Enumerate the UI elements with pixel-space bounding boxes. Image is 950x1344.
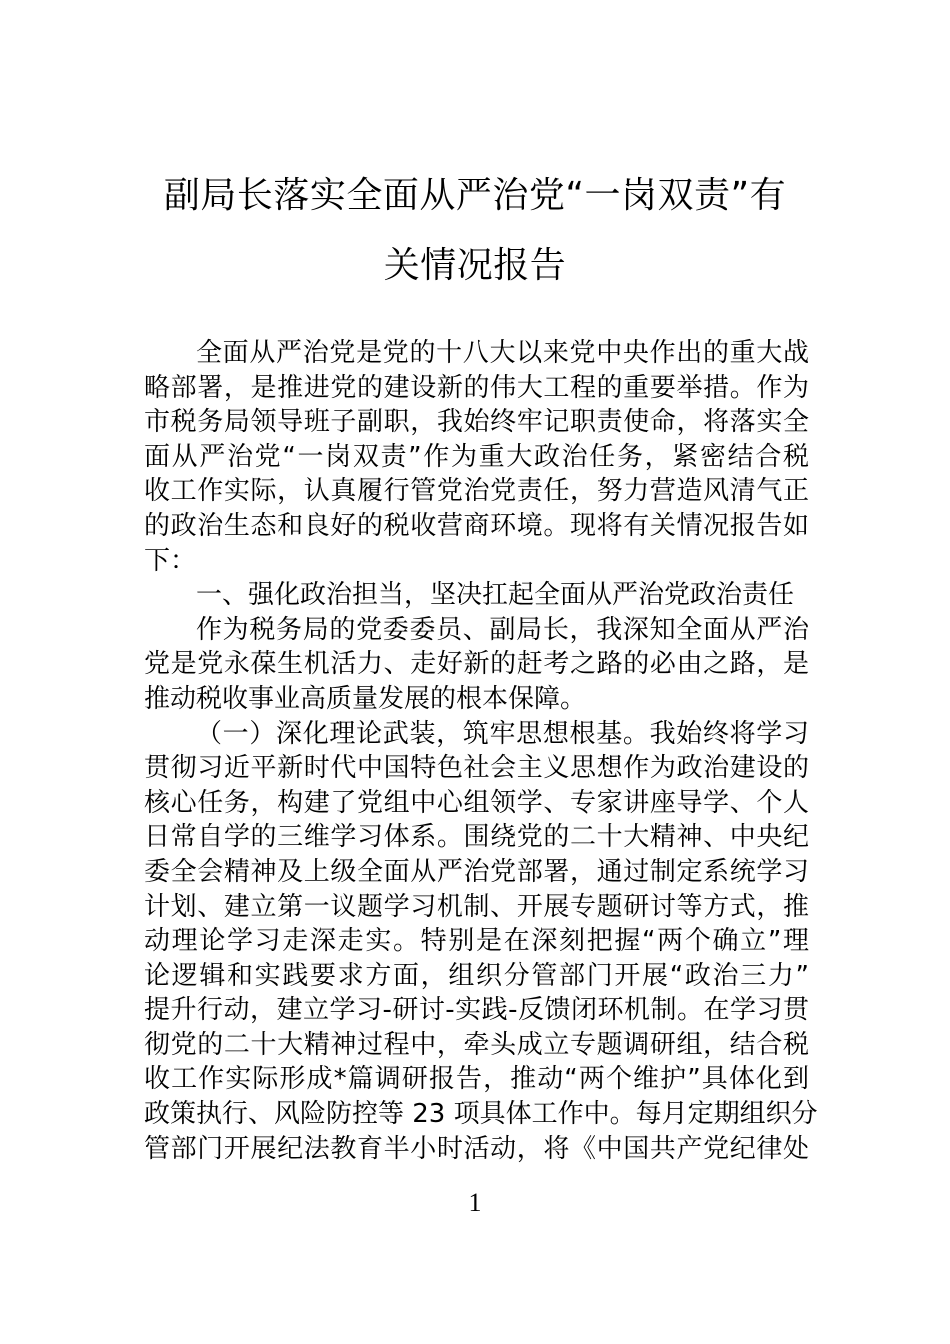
- body-line: 党是党永葆生机活力、走好新的赶考之路的必由之路，是: [144, 649, 809, 680]
- body-line: 管部门开展纪法教育半小时活动，将《中国共产党纪律处: [144, 1133, 809, 1164]
- document-title-line-1: 副局长落实全面从严治党“一岗双责”有: [163, 175, 787, 216]
- section-heading: 一、强化政治担当，坚决扛起全面从严治党政治责任: [196, 580, 795, 611]
- body-line: 的政治生态和良好的税收营商环境。现将有关情况报告如: [144, 510, 809, 541]
- document-body: [144, 336, 818, 1166]
- body-line: 全面从严治党是党的十八大以来党中央作出的重大战: [196, 338, 809, 368]
- body-line: 论逻辑和实践要求方面，组织分管部门开展“政治三力”: [144, 960, 809, 991]
- body-line: 市税务局领导班子副职，我始终牢记职责使命，将落实全: [144, 407, 809, 438]
- body-line: 政策执行、风险防控等 23 项具体工作中。每月定期组织分: [144, 1099, 818, 1130]
- body-line: 核心任务，构建了党组中心组领学、专家讲座导学、个人: [144, 787, 809, 818]
- body-line: 提升行动，建立学习-研讨-实践-反馈闭环机制。在学习贯: [144, 995, 809, 1026]
- body-line: 略部署，是推进党的建设新的伟大工程的重要举措。作为: [144, 372, 809, 403]
- body-line: 收工作实际形成*篇调研报告，推动“两个维护”具体化到: [144, 1064, 809, 1095]
- body-line: 委全会精神及上级全面从严治党部署，通过制定系统学习: [144, 856, 809, 887]
- body-line: 彻党的二十大精神过程中，牵头成立专题调研组，结合税: [144, 1029, 809, 1060]
- subsection-line: （一）深化理论武装，筑牢思想根基。我始终将学习: [196, 718, 809, 749]
- body-line: 贯彻习近平新时代中国特色社会主义思想作为政治建设的: [144, 753, 809, 784]
- document-title-line-2: 关情况报告: [383, 245, 567, 286]
- body-line: 动理论学习走深走实。特别是在深刻把握“两个确立”理: [144, 926, 809, 957]
- body-line: 收工作实际，认真履行管党治党责任，努力营造风清气正: [144, 476, 809, 507]
- body-line: 作为税务局的党委委员、副局长，我深知全面从严治: [196, 614, 809, 645]
- body-line: 面从严治党“一岗双责”作为重大政治任务，紧密结合税: [144, 441, 809, 472]
- body-line: 日常自学的三维学习体系。围绕党的二十大精神、中央纪: [144, 822, 809, 853]
- body-line: 下：: [144, 545, 197, 576]
- body-line: 推动税收事业高质量发展的根本保障。: [144, 683, 587, 714]
- body-line: 计划、建立第一议题学习机制、开展专题研讨等方式，推: [144, 891, 809, 922]
- page-number: 1: [468, 1188, 482, 1217]
